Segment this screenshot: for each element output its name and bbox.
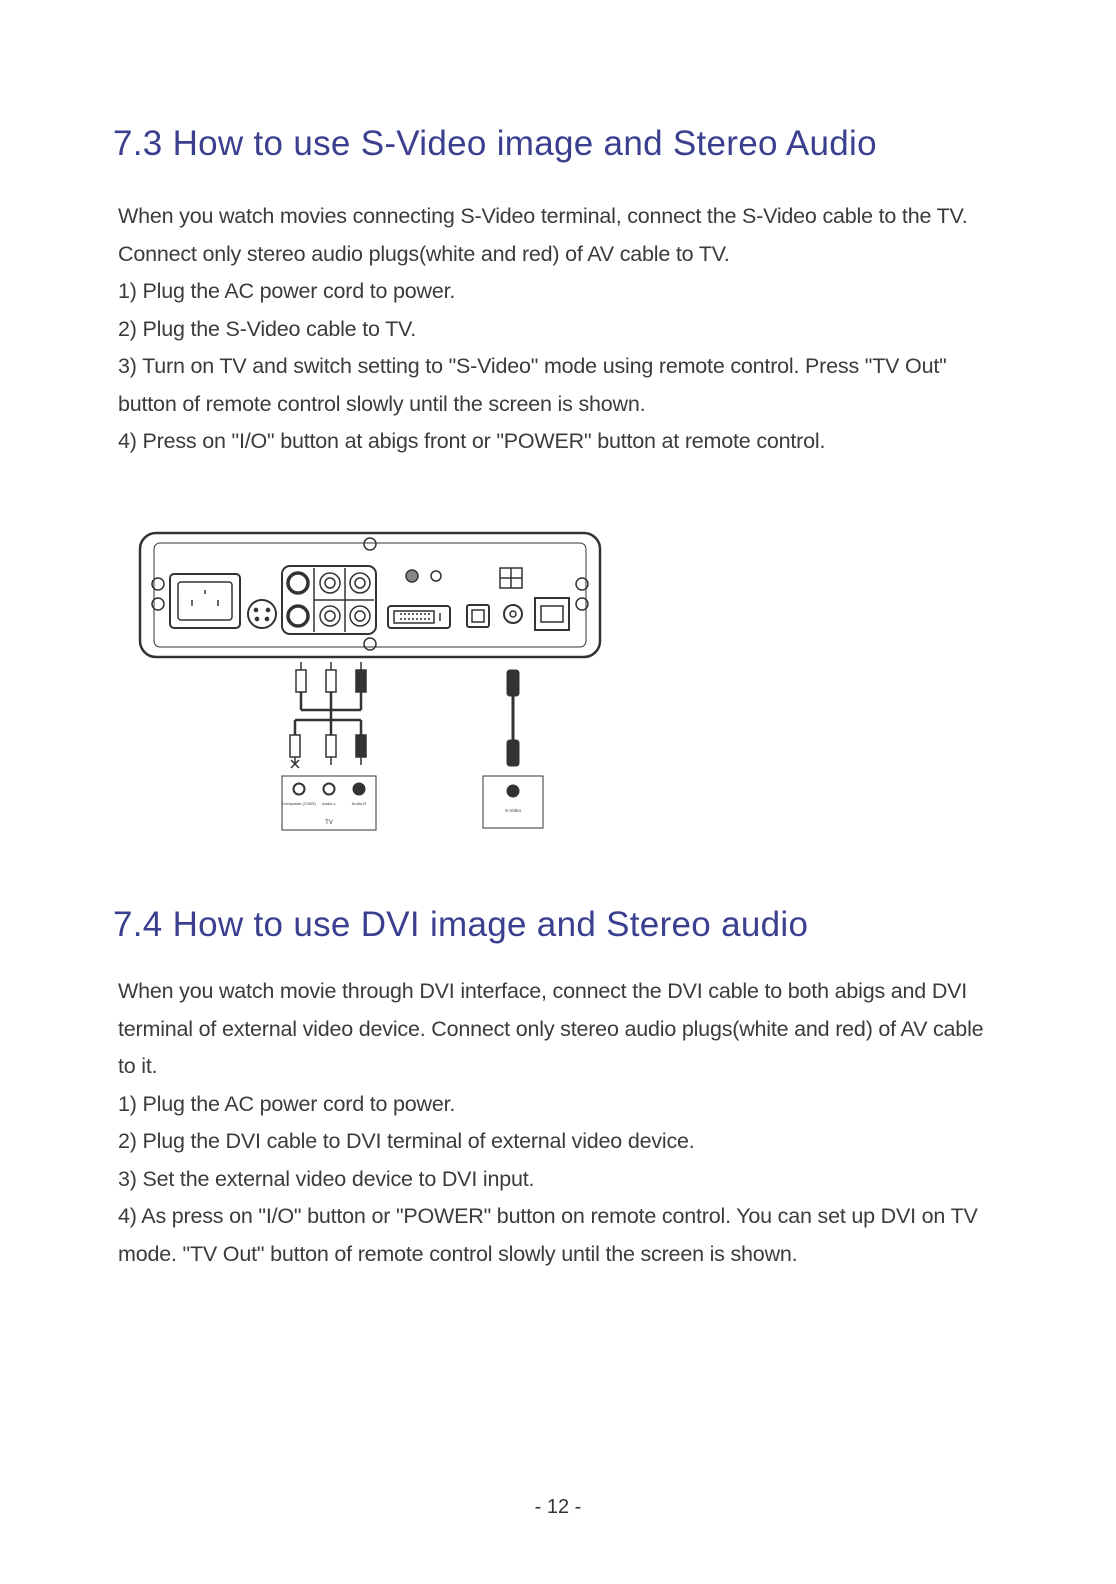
- rca-jack-icon: [320, 606, 340, 626]
- rca-jack-icon: [288, 606, 308, 626]
- rca-jack-icon: [320, 573, 340, 593]
- rca-jack-icon: [350, 606, 370, 626]
- section-body-7-3: [118, 198, 998, 461]
- screw-icon: [364, 638, 376, 650]
- svideo-input-panel: [483, 776, 543, 828]
- step-item: 3) Turn on TV and switch setting to "S-Video" mode using remote control. Press "TV Out" button of remote control slowly until the screen is shown.: [118, 354, 947, 416]
- screw-icon: [364, 538, 376, 550]
- ethernet-port-icon: [535, 598, 569, 630]
- round-port-icon: [504, 605, 522, 623]
- rca-jack-icon: [324, 784, 335, 795]
- step-item: 1) Plug the AC power cord to power.: [118, 1091, 456, 1116]
- tv-panel-caption: TV: [325, 820, 333, 826]
- svideo-port-icon: [508, 786, 519, 797]
- step-item: 4) As press on "I/O" button or "POWER" button on remote control. You can set up DVI on TV mode. "TV Out" button of remote control slowly until the screen is shown.: [118, 1204, 978, 1266]
- step-item: 1) Plug the AC power cord to power.: [118, 279, 456, 303]
- small-jack-icon: [406, 570, 418, 582]
- connection-diagram: [130, 530, 610, 840]
- section-intro: When you watch movie through DVI interface, connect the DVI cable to both abigs and DVI terminal of external video device. Connect only stereo audio plugs(white and red) of AV cable to it.: [118, 979, 984, 1078]
- section-body-7-4: [118, 973, 998, 1273]
- tv-jack-label: Composite (CVBS): [282, 801, 316, 806]
- rca-jack-icon: [288, 573, 308, 593]
- svideo-port-icon: [248, 600, 276, 628]
- rca-jack-icon: [354, 784, 365, 795]
- svideo-panel-label: S-Video: [505, 808, 521, 813]
- tv-jack-label: Audio-R: [351, 801, 367, 806]
- section-heading-7-4: 7.4 How to use DVI image and Stereo audio: [113, 905, 809, 944]
- rca-jack-icon: [294, 784, 305, 795]
- small-jack-icon: [431, 571, 441, 581]
- tv-jack-label: Audio-L: [322, 801, 336, 806]
- usb-port-icon: [467, 605, 489, 627]
- step-item: 2) Plug the DVI cable to DVI terminal of external video device.: [118, 1129, 695, 1153]
- section-heading-7-3: 7.3 How to use S-Video image and Stereo Audio: [113, 124, 877, 163]
- step-item: 2) Plug the S-Video cable to TV.: [118, 316, 416, 341]
- step-item: 4) Press on "I/O" button at abigs front or "POWER" button at remote control.: [118, 429, 826, 453]
- step-item: 3) Set the external video device to DVI input.: [118, 1166, 535, 1191]
- section-intro: When you watch movies connecting S-Video terminal, connect the S-Video cable to the TV. Connect only stereo audio plugs(white and red) of AV cable to TV.: [118, 204, 968, 266]
- rca-jack-icon: [350, 573, 370, 593]
- page-number: - 12 -: [534, 1496, 582, 1518]
